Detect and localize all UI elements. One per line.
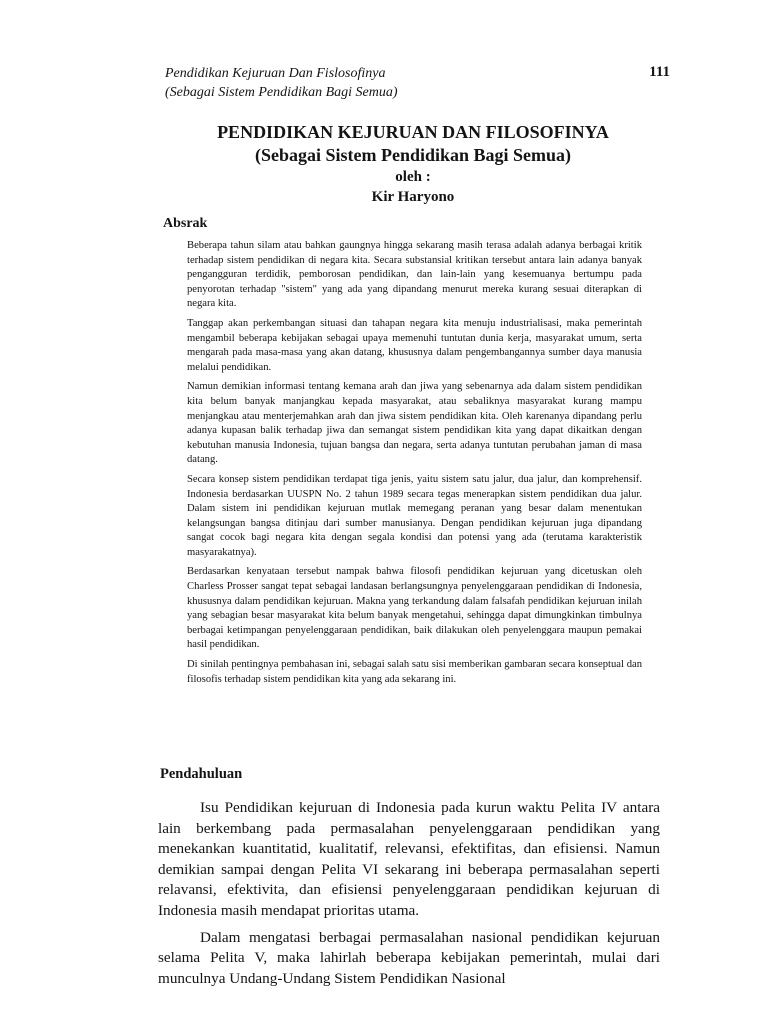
author-name: Kir Haryono (371, 189, 455, 205)
abstract-paragraph: Secara konsep sistem pendidikan terdapat tiga jenis, yaitu sistem satu jalur, dua jalur, dan komprehensif. Indonesia berdasarkan UUSPN No. 2 tahun 1989 secara tegas menerapkan sistem pendidikan dua jalur. Dalam sistem ini pendidikan kejuruan mutlak memegang peranan yang besar dalam menentukan kelangsungan bangsa ditinjau dari sumber manusianya. Dengan pendidikan kejuruan juga dipandang sangat cocok bagi negara kita dengan segala kondisi dan potensi yang ada (terutama karakteristik masyarakatnya). (187, 473, 642, 558)
section-heading: Pendahuluan (160, 766, 243, 782)
body-paragraph: Isu Pendidikan kejuruan di Indonesia pada kurun waktu Pelita IV antara lain berkembang pada permasalahan penyelenggaraan pendidikan yang menekankan kuantitatid, kualitatif, relevansi, efektifitas, dan efisiensi. Namun demikian sampai dengan Pelita VI sekarang ini beberapa permasalahan seperti relavansi, efektivita, dan efisiensi penyelenggaraan pendidikan kejuruan di Indonesia masih mendapat prioritas utama. (158, 799, 660, 919)
article-title: PENDIDIKAN KEJURUAN DAN FILOSOFINYA (217, 122, 609, 142)
abstract-paragraph: Namun demikian informasi tentang kemana arah dan jiwa yang sebenarnya ada dalam sistem pendidikan kita belum banyak manjangkau kepada masyarakat, atau sebaliknya masyarakat kurang mampu menjangkau atau menterjemahkan arah dan jiwa sistem pendidikan kita. Oleh karenanya dipandang perlu adanya kupasan balik terhadap jiwa dan semangat sistem pendidikan kita yang dapat dikaitkan dengan kebutuhan manusia Indonesia, tujuan bangsa dan negara, serta adanya tuntutan perubahan jaman di masa datang. (187, 381, 642, 466)
article-subtitle: (Sebagai Sistem Pendidikan Bagi Semua) (254, 145, 572, 165)
body-paragraph: Dalam mengatasi berbagai permasalahan nasional pendidikan kejuruan selama Pelita V, maka lahirlah beberapa kebijakan pemerintah, mulai dari munculnya Undang-Undang Sistem Pendidikan Nasional (158, 928, 660, 987)
title-block (160, 121, 666, 207)
abstract-heading: Absrak (163, 216, 208, 231)
abstract-paragraph: Beberapa tahun silam atau bahkan gaungnya hingga sekarang masih terasa adalah adanya berbagai kritik terhadap sistem pendidikan di negara kita. Secara substansial kritikan tersebut antara lain adanya banyak pengangguran terdidik, pemborosan pendidikan, dan lain-lain yang kesemuanya bertumpu pada penyorotan terhadap "sistem" yang ada yang dipandang menurut mereka kurang sesuai diterapkan di negara kita. (187, 240, 642, 310)
running-head-line-1: Pendidikan Kejuruan Dan Fislosofinya (165, 66, 386, 81)
byline-label: oleh : (395, 169, 431, 185)
abstract-paragraph: Berdasarkan kenyataan tersebut nampak bahwa filosofi pendidikan kejuruan yang dicetuskan oleh Charless Prosser sangat tepat sebagai landasan berlangsungnya penyelenggaraan pendidikan di Indonesia, khususnya dalam pendidikan kejuruan. Makna yang terkandung dalam falsafah pendidikan kejuruan inilah yang sebagian besar masyarakat kita belum banyak mengetahui, sehingga dapat dimungkinkan timbulnya berbagai ketimpangan penyelenggaraan pendidikan, baik dilakukan oleh penyelenggara maupun pemakai hasil pendidikan. (187, 566, 642, 651)
page-number: 111 (649, 64, 670, 80)
abstract-paragraph: Tanggap akan perkembangan situasi dan tahapan negara kita menuju industrialisasi, maka pemerintah mengambil beberapa kebijakan sebagai upaya memenuhi tuntutan dunia kerja, masyarakat umum, serta mengarah pada masa-masa yang akan datang, khususnya dalam pengembangannya sumber daya manusia melalui pendidikan. (187, 317, 642, 373)
abstract (187, 239, 642, 692)
running-head (165, 64, 665, 102)
abstract-paragraph: Di sinilah pentingnya pembahasan ini, sebagai salah satu sisi memberikan gambaran secara konseptual dan filosofis terhadap sistem pendidikan kita yang ada sekarang ini. (187, 659, 642, 685)
running-head-line-2: (Sebagai Sistem Pendidikan Bagi Semua) (165, 85, 398, 100)
body-text (158, 798, 660, 995)
